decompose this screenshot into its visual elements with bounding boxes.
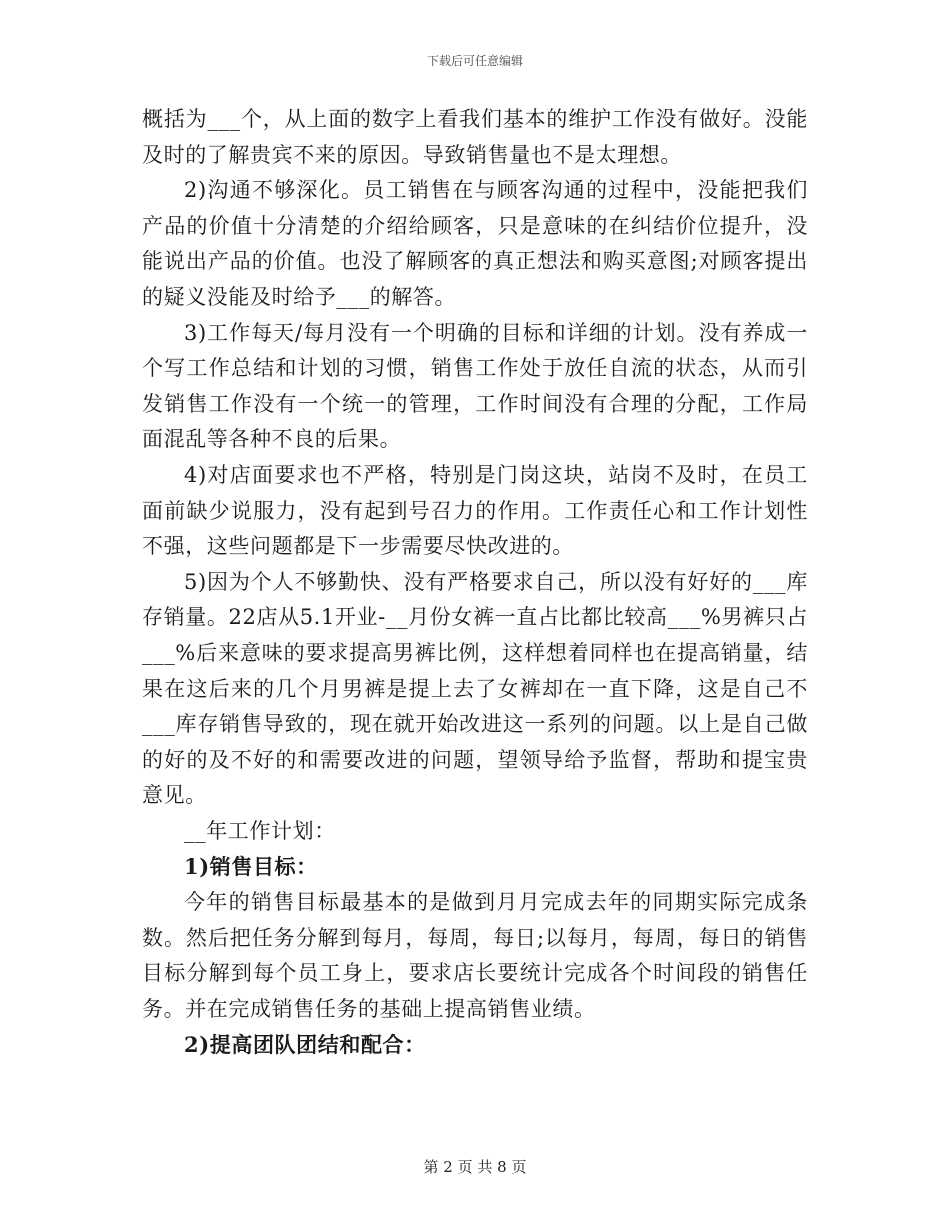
document-body [142, 102, 808, 1063]
subheading-team: 2)提高团队团结和配合： [184, 1032, 426, 1058]
paragraph-1: 概括为___个，从上面的数字上看我们基本的维护工作没有做好。没能及时的了解贵宾不来的原因。导致销售量也不是太理想。 [142, 107, 808, 167]
paragraph-3: 3)工作每天/每月没有一个明确的目标和详细的计划。没有养成一个写工作总结和计划的习惯，销售工作处于放任自流的状态，从而引发销售工作没有一个统一的管理，工作时间没有合理的分配，工作局面混乱等各种不良的后果。 [142, 320, 808, 452]
paragraph-sales-target: 今年的销售目标最基本的是做到月月完成去年的同期实际完成条数。然后把任务分解到每月，每周，每日;以每月，每周，每日的销售目标分解到每个员工身上，要求店长要统计完成各个时间段的销售任务。并在完成销售任务的基础上提高销售业绩。 [142, 890, 808, 1021]
paragraph-4: 4)对店面要求也不严格，特别是门岗这块，站岗不及时，在员工面前缺少说服力，没有起到号召力的作用。工作责任心和工作计划性不强，这些问题都是下一步需要尽快改进的。 [142, 462, 808, 559]
paragraph-5: 5)因为个人不够勤快、没有严格要求自己，所以没有好好的___库存销量。22店从5.1开业-__月份女裤一直占比都比较高___%男裤只占___%后来意味的要求提高男裤比例，这样想着同样也在提高销量，结果在这后来的几个月男裤是提上去了女裤却在一直下降，这是自己不___库存销售导致的，现在就开始改进这一系列的问题。以上是自己做的好的及不好的和需要改进的问题，望领导给予监督，帮助和提宝贵意见。 [142, 569, 808, 808]
paragraph-2: 2)沟通不够深化。员工销售在与顾客沟通的过程中，没能把我们产品的价值十分清楚的介绍给顾客，只是意味的在纠结价位提升，没能说出产品的价值。也没了解顾客的真正想法和购买意图;对顾客提出的疑义没能及时给予___的解答。 [142, 178, 808, 309]
page-header: 下载后可任意编辑 [426, 54, 523, 68]
section-heading-plan: __年工作计划： [184, 818, 336, 843]
page-number: 第 2 页 共 8 页 [423, 1158, 527, 1176]
subheading-sales-target: 1)销售目标： [184, 854, 318, 880]
